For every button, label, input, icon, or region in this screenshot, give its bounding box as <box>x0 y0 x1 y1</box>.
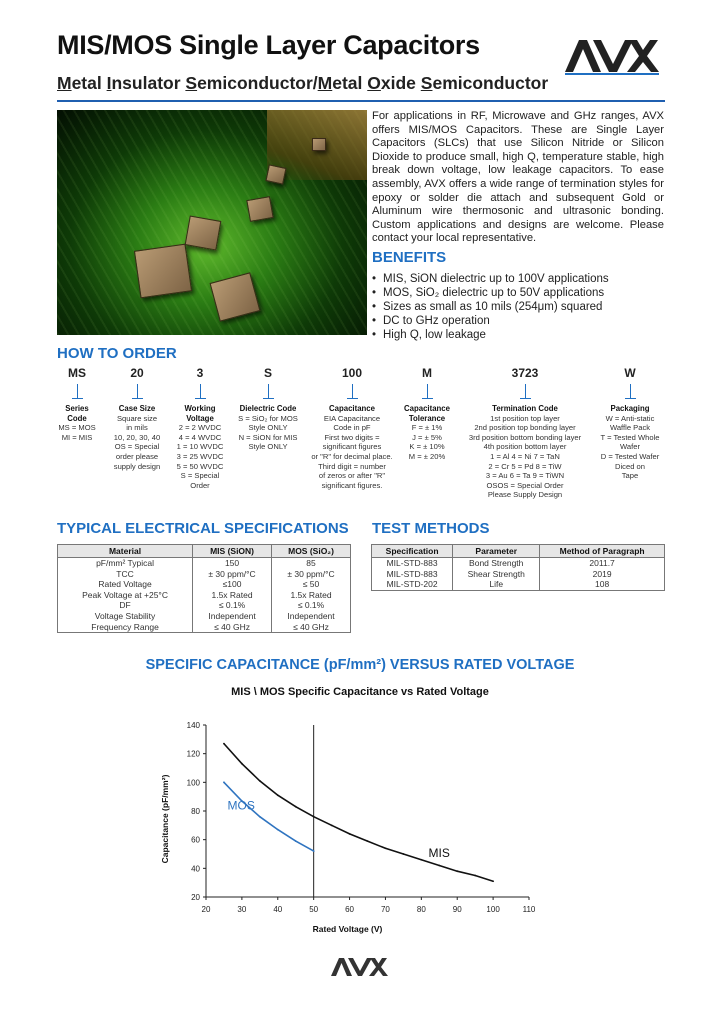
table-cell: 2011.7 2019 108 <box>540 558 665 591</box>
y-tick-label: 20 <box>191 893 200 902</box>
data-point-mis <box>456 870 458 872</box>
x-tick-label: 80 <box>416 905 426 914</box>
series-label-mos: MOS <box>227 798 255 813</box>
y-tick-label: 120 <box>186 749 200 759</box>
order-code-label: Capacitance Tolerance <box>404 404 450 423</box>
test-methods-heading: TEST METHODS <box>372 520 490 537</box>
table-row <box>58 558 351 569</box>
table-row <box>58 579 351 600</box>
page-title: MIS/MOS Single Layer Capacitors <box>57 30 480 60</box>
data-point-mis <box>367 840 369 842</box>
subtitle-word: xide <box>380 73 421 93</box>
order-code-8: W <box>624 366 636 380</box>
table-header: Specification <box>372 545 453 558</box>
subtitle-word: nsulator <box>111 73 186 93</box>
order-code-connector <box>268 384 269 399</box>
order-code-description <box>309 404 395 490</box>
y-axis-label: Capacitance (pF/mm²) <box>160 774 170 864</box>
order-code-5: 100 <box>341 366 363 380</box>
data-point-mis <box>474 875 476 877</box>
y-tick-label: 60 <box>191 835 200 845</box>
table-cell: ≤ 50 1.5x Rated <box>272 579 351 600</box>
order-code-4: S <box>263 366 272 380</box>
series-line-mos <box>224 782 314 851</box>
table-row <box>372 558 665 591</box>
order-code-options: Square size in mils 10, 20, 30, 40 OS = Special order please supply design <box>113 413 161 471</box>
avx-logo <box>563 36 663 76</box>
order-code-label: Dielectric Code <box>239 404 297 413</box>
table-cell: DF Voltage Stability Frequency Range <box>58 600 193 632</box>
table-cell: 150 <box>193 558 272 569</box>
order-code-description <box>398 404 456 462</box>
data-point-mos <box>295 840 297 842</box>
test-methods-table <box>371 544 665 591</box>
chip-5 <box>265 164 286 184</box>
y-tick-label: 100 <box>186 778 200 788</box>
data-point-mos <box>259 816 261 818</box>
order-code-3: 3 <box>196 366 204 380</box>
data-point-mis <box>259 780 261 782</box>
data-point-mis <box>331 824 333 826</box>
x-tick-label: 70 <box>380 905 390 914</box>
subtitle-word: emiconductor/ <box>197 73 318 93</box>
order-code-connector <box>525 384 526 399</box>
data-point-mis <box>241 763 243 765</box>
order-code-2: 20 <box>130 366 144 380</box>
order-code-description <box>591 404 669 481</box>
data-point-mis <box>402 853 404 855</box>
x-tick-label: 30 <box>237 905 247 914</box>
elec-spec-table <box>57 544 351 633</box>
x-tick-label: 60 <box>345 905 355 914</box>
data-point-mos <box>277 829 279 831</box>
data-point-mos <box>313 850 315 852</box>
table-cell: TCC <box>58 569 193 580</box>
x-tick-label: 20 <box>201 905 211 914</box>
order-code-label: Working Voltage <box>184 404 216 423</box>
data-point-mis <box>349 833 351 835</box>
order-code-label: Termination Code <box>492 404 558 413</box>
order-code-description <box>171 404 229 490</box>
table-cell: pF/mm² Typical <box>58 558 193 569</box>
table-row <box>58 569 351 580</box>
y-tick-label: 80 <box>191 807 200 816</box>
order-code-6: M <box>422 366 432 380</box>
order-code-options: EIA Capacitance Code in pF First two digits = significant figures or "R" for decimal place. Third digit = number of zeros or after "R" significant figures. <box>311 413 393 490</box>
subtitle-initial: S <box>185 73 198 93</box>
benefits-heading: BENEFITS <box>372 249 447 266</box>
order-code-label: Capacitance <box>329 404 375 413</box>
table-header: MOS (SiO₂) <box>272 545 351 558</box>
data-point-mis <box>492 880 494 882</box>
table-cell: Bond Strength Shear Strength Life <box>453 558 540 591</box>
page-subtitle <box>57 73 548 94</box>
table-header: MIS (SiON) <box>193 545 272 558</box>
benefit-item: • High Q, low leakage <box>372 328 664 342</box>
order-code-label: Packaging <box>610 404 650 413</box>
x-tick-label: 110 <box>522 905 536 914</box>
order-code-options: 1st position top layer 2nd position top bonding layer 3rd position bottom bonding layer 4th position bottom layer 1 = Al 4 = Ni 7 = TaN 2 = Cr 5 = Pd 8 = TiW 3 = Au 6 = Ta 9 = TiWN OSOS = Special Order Please Supply Design <box>468 413 582 500</box>
x-tick-label: 40 <box>273 905 283 914</box>
order-code-description <box>57 404 97 442</box>
x-tick-label: 100 <box>486 905 500 914</box>
elec-spec-heading: TYPICAL ELECTRICAL SPECIFICATIONS <box>57 520 349 537</box>
table-cell: Rated Voltage Peak Voltage at +25°C <box>58 579 193 600</box>
series-label-mis: MIS <box>428 845 450 860</box>
data-point-mis <box>295 806 297 808</box>
table-header: Material <box>58 545 193 558</box>
table-cell: MIL-STD-883 MIL-STD-883 MIL-STD-202 <box>372 558 453 591</box>
chip-3 <box>185 215 222 250</box>
intro-paragraph: For applications in RF, Microwave and GHz ranges, AVX offers MIS/MOS Capacitors. These are Single Layer Capacitors (SLCs) that use Silicon Nitride or Silicon Dioxide to produce small, high Q, temperature stable, high break down voltage, low leakage capacitors. To ease assembly, AVX offers a wide range of termination styles for epoxy or solder die attach and subsequent Gold or Aluminum wire thermosonic and ultrasonic bonding. Custom applications and designs are welcome. Please contact your local representative. <box>372 110 664 245</box>
y-tick-label: 140 <box>186 721 200 730</box>
chip-4 <box>246 196 273 222</box>
y-tick-label: 40 <box>191 864 200 874</box>
subtitle-initial: I <box>106 73 112 93</box>
order-code-connector <box>77 384 78 399</box>
benefit-item: • DC to GHz operation <box>372 314 664 328</box>
order-code-7: 3723 <box>511 366 539 380</box>
product-photo <box>57 110 367 335</box>
subtitle-initial: M <box>317 73 333 93</box>
data-point-mos <box>223 781 225 783</box>
data-point-mis <box>223 743 225 745</box>
data-point-mis <box>438 865 440 867</box>
data-point-mis <box>313 816 315 818</box>
order-code-description <box>107 404 167 471</box>
table-cell: ≤100 1.5x Rated <box>193 579 272 600</box>
footer-avx-logo <box>330 956 390 978</box>
subtitle-word: emiconductor <box>432 73 549 93</box>
table-header: Parameter <box>453 545 540 558</box>
order-code-description <box>459 404 591 500</box>
table-cell: ≤ 0.1% Independent ≤ 40 GHz <box>272 600 351 632</box>
benefit-item: • MOS, SiO₂ dielectric up to 50V applications <box>372 286 664 300</box>
order-code-1: MS <box>68 366 86 380</box>
x-tick-label: 50 <box>309 905 319 914</box>
data-point-mis <box>420 859 422 861</box>
chart-title: MIS \ MOS Specific Capacitance vs Rated Voltage <box>231 686 489 698</box>
benefit-item: • MIS, SiON dielectric up to 100V applications <box>372 272 664 286</box>
data-point-mis <box>277 794 279 796</box>
capacitance-chart <box>150 715 550 940</box>
order-code-connector <box>352 384 353 399</box>
subtitle-initial: S <box>420 73 433 93</box>
chip-6 <box>312 138 326 151</box>
order-code-options: F = ± 1% J = ± 5% K = ± 10% M = ± 20% <box>408 423 446 461</box>
order-code-connector <box>137 384 138 399</box>
how-to-order-heading: HOW TO ORDER <box>57 345 177 362</box>
order-code-options: 2 = 2 WVDC 4 = 4 WVDC 1 = 10 WVDC 3 = 25 WVDC 5 = 50 WVDC S = Special Order <box>176 423 224 490</box>
subtitle-word: etal <box>332 73 368 93</box>
order-code-options: S = SiO₂ for MOS Style ONLY N = SiON for MIS Style ONLY <box>238 413 298 452</box>
order-code-options: W = Anti-static Waffle Pack T = Tested Whole Wafer D = Tested Wafer Diced on Tape <box>600 413 660 481</box>
order-code-label: Case Size <box>118 404 156 413</box>
data-point-mis <box>385 847 387 849</box>
subtitle-word: etal <box>71 73 107 93</box>
subtitle-initial: O <box>367 73 381 93</box>
table-header: Method of Paragraph <box>540 545 665 558</box>
order-code-description <box>230 404 306 452</box>
table-cell: 85 <box>272 558 351 569</box>
chip-1 <box>134 244 192 299</box>
x-axis-label: Rated Voltage (V) <box>312 924 383 934</box>
benefit-item: • Sizes as small as 10 mils (254μm) squared <box>372 300 664 314</box>
benefits-list <box>372 272 664 342</box>
order-code-connector <box>427 384 428 399</box>
table-row <box>58 600 351 632</box>
chart-section-heading: SPECIFIC CAPACITANCE (pF/mm²) VERSUS RATED VOLTAGE <box>145 657 575 673</box>
table-cell: ± 30 ppm/°C <box>272 569 351 580</box>
table-cell: ± 30 ppm/°C <box>193 569 272 580</box>
header-rule <box>57 100 665 102</box>
order-code-label: Series Code <box>65 404 89 423</box>
subtitle-initial: M <box>57 73 72 93</box>
x-tick-label: 90 <box>452 905 462 914</box>
order-code-connector <box>200 384 201 399</box>
order-code-options: MS = MOS MI = MIS <box>58 423 96 442</box>
table-cell: ≤ 0.1% Independent ≤ 40 GHz <box>193 600 272 632</box>
series-line-mis <box>224 744 493 882</box>
order-code-connector <box>630 384 631 399</box>
